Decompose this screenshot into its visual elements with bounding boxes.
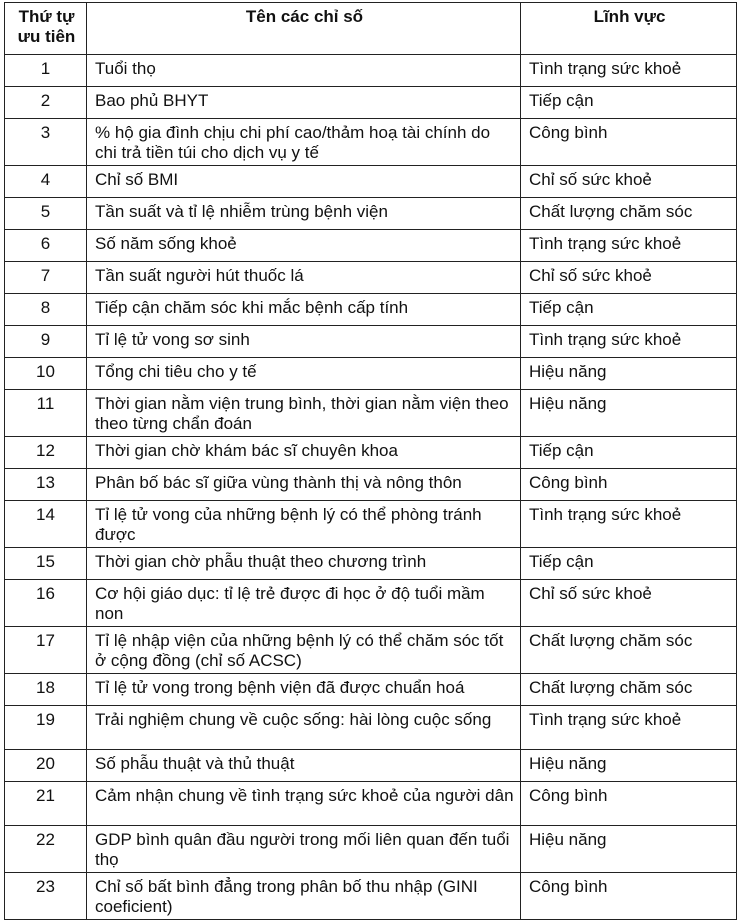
rank-cell: 22: [5, 826, 87, 873]
table-row: [5, 580, 737, 627]
indicator-name-cell: Thời gian chờ khám bác sĩ chuyên khoa: [87, 437, 521, 469]
table-row: [5, 437, 737, 469]
rank-cell: 23: [5, 873, 87, 920]
field-cell: Chất lượng chăm sóc: [521, 198, 737, 230]
rank-cell: 18: [5, 674, 87, 706]
indicator-name-cell: Tổng chi tiêu cho y tế: [87, 358, 521, 390]
indicator-name-cell: Cơ hội giáo dục: tỉ lệ trẻ được đi học ở độ tuổi mầm non: [87, 580, 521, 627]
field-cell: Chất lượng chăm sóc: [521, 674, 737, 706]
field-cell: Tiếp cận: [521, 548, 737, 580]
rank-cell: 16: [5, 580, 87, 627]
table-body: [5, 55, 737, 920]
field-cell: Chỉ số sức khoẻ: [521, 580, 737, 627]
indicator-name-cell: Thời gian chờ phẫu thuật theo chương trình: [87, 548, 521, 580]
indicator-name-cell: Tỉ lệ tử vong sơ sinh: [87, 326, 521, 358]
field-cell: Tình trạng sức khoẻ: [521, 326, 737, 358]
rank-cell: 4: [5, 166, 87, 198]
indicator-name-cell: Tỉ lệ nhập viện của những bệnh lý có thể chăm sóc tốt ở cộng đồng (chỉ số ACSC): [87, 627, 521, 674]
rank-cell: 8: [5, 294, 87, 326]
indicator-name-cell: Chỉ số bất bình đẳng trong phân bố thu nhập (GINI coeficient): [87, 873, 521, 920]
indicator-name-cell: Bao phủ BHYT: [87, 87, 521, 119]
rank-cell: 7: [5, 262, 87, 294]
field-cell: Tình trạng sức khoẻ: [521, 230, 737, 262]
rank-cell: 13: [5, 469, 87, 501]
field-cell: Công bình: [521, 119, 737, 166]
indicator-name-cell: Tỉ lệ tử vong trong bệnh viện đã được chuẩn hoá: [87, 674, 521, 706]
field-cell: Chất lượng chăm sóc: [521, 627, 737, 674]
indicator-name-cell: Thời gian nằm viện trung bình, thời gian nằm viện theo theo từng chẩn đoán: [87, 390, 521, 437]
indicator-name-cell: Số phẫu thuật và thủ thuật: [87, 750, 521, 782]
field-cell: Chỉ số sức khoẻ: [521, 166, 737, 198]
table-row: [5, 390, 737, 437]
rank-cell: 9: [5, 326, 87, 358]
field-cell: Tiếp cận: [521, 87, 737, 119]
table-row: [5, 706, 737, 750]
indicator-name-cell: Tỉ lệ tử vong của những bệnh lý có thể phòng tránh được: [87, 501, 521, 548]
table-row: [5, 294, 737, 326]
table-row: [5, 501, 737, 548]
rank-cell: 1: [5, 55, 87, 87]
field-cell: Công bình: [521, 782, 737, 826]
table-row: [5, 119, 737, 166]
field-cell: Hiệu năng: [521, 750, 737, 782]
field-cell: Tình trạng sức khoẻ: [521, 706, 737, 750]
field-cell: Tình trạng sức khoẻ: [521, 501, 737, 548]
table-row: [5, 873, 737, 920]
field-cell: Tiếp cận: [521, 294, 737, 326]
table-row: [5, 166, 737, 198]
indicator-table: [4, 2, 737, 920]
rank-cell: 6: [5, 230, 87, 262]
table-row: [5, 548, 737, 580]
indicator-name-cell: Chỉ số BMI: [87, 166, 521, 198]
field-cell: Tiếp cận: [521, 437, 737, 469]
rank-cell: 15: [5, 548, 87, 580]
indicator-name-cell: Phân bố bác sĩ giữa vùng thành thị và nông thôn: [87, 469, 521, 501]
header-indicator-name: Tên các chỉ số: [87, 3, 521, 55]
field-cell: Công bình: [521, 469, 737, 501]
rank-cell: 3: [5, 119, 87, 166]
rank-cell: 12: [5, 437, 87, 469]
table-row: [5, 87, 737, 119]
rank-cell: 21: [5, 782, 87, 826]
field-cell: Công bình: [521, 873, 737, 920]
table-row: [5, 782, 737, 826]
rank-cell: 17: [5, 627, 87, 674]
table-row: [5, 326, 737, 358]
field-cell: Tình trạng sức khoẻ: [521, 55, 737, 87]
rank-cell: 14: [5, 501, 87, 548]
rank-cell: 11: [5, 390, 87, 437]
header-rank: Thứ tự ưu tiên: [5, 3, 87, 55]
field-cell: Hiệu năng: [521, 826, 737, 873]
table-row: [5, 469, 737, 501]
table-row: [5, 230, 737, 262]
indicator-name-cell: Tần suất người hút thuốc lá: [87, 262, 521, 294]
indicator-name-cell: Tần suất và tỉ lệ nhiễm trùng bệnh viện: [87, 198, 521, 230]
table-row: [5, 750, 737, 782]
indicator-name-cell: % hộ gia đình chịu chi phí cao/thảm hoạ tài chính do chi trả tiền túi cho dịch vụ y tế: [87, 119, 521, 166]
header-field: Lĩnh vực: [521, 3, 737, 55]
indicator-name-cell: Tuổi thọ: [87, 55, 521, 87]
table-row: [5, 674, 737, 706]
table-row: [5, 826, 737, 873]
table-row: [5, 262, 737, 294]
table-header-row: [5, 3, 737, 55]
rank-cell: 2: [5, 87, 87, 119]
field-cell: Hiệu năng: [521, 358, 737, 390]
indicator-name-cell: Cảm nhận chung về tình trạng sức khoẻ của người dân: [87, 782, 521, 826]
field-cell: Chỉ số sức khoẻ: [521, 262, 737, 294]
indicator-name-cell: Số năm sống khoẻ: [87, 230, 521, 262]
indicator-name-cell: GDP bình quân đầu người trong mối liên quan đến tuổi thọ: [87, 826, 521, 873]
rank-cell: 5: [5, 198, 87, 230]
table-row: [5, 627, 737, 674]
indicator-name-cell: Trải nghiệm chung về cuộc sống: hài lòng cuộc sống: [87, 706, 521, 750]
table-row: [5, 358, 737, 390]
table-row: [5, 198, 737, 230]
rank-cell: 10: [5, 358, 87, 390]
field-cell: Hiệu năng: [521, 390, 737, 437]
rank-cell: 19: [5, 706, 87, 750]
rank-cell: 20: [5, 750, 87, 782]
table-row: [5, 55, 737, 87]
indicator-name-cell: Tiếp cận chăm sóc khi mắc bệnh cấp tính: [87, 294, 521, 326]
